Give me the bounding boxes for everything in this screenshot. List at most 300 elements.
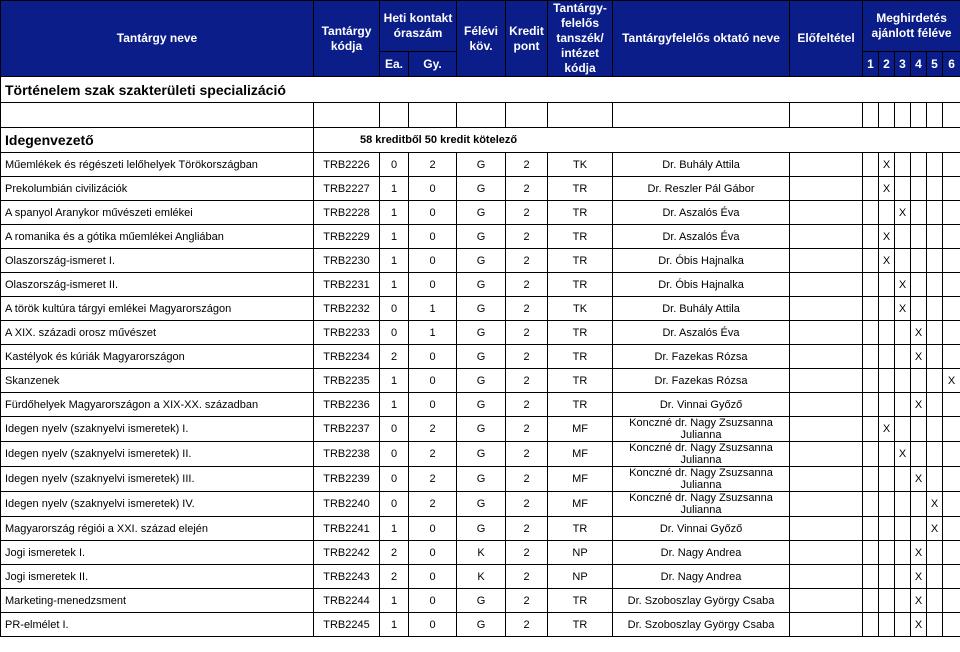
course-row <box>1 565 960 589</box>
course-row <box>1 369 960 393</box>
course-dept: TR <box>548 201 613 225</box>
course-sem-6: X <box>943 369 960 393</box>
course-code: TRB2236 <box>314 393 380 417</box>
course-sem-4 <box>911 201 927 225</box>
course-gy: 2 <box>409 467 457 492</box>
course-eval: G <box>457 225 506 249</box>
course-eval: K <box>457 565 506 589</box>
course-ea: 1 <box>380 177 409 201</box>
course-gy: 1 <box>409 321 457 345</box>
course-sem-6 <box>943 565 960 589</box>
course-sem-4 <box>911 249 927 273</box>
course-prereq <box>790 492 863 517</box>
course-name: Kastélyok és kúriák Magyarországon <box>1 345 314 369</box>
course-row <box>1 321 960 345</box>
course-gy: 1 <box>409 297 457 321</box>
course-gy: 0 <box>409 589 457 613</box>
course-name: Idegen nyelv (szaknyelvi ismeretek) II. <box>1 442 314 467</box>
course-sem-2: X <box>879 417 895 442</box>
course-row <box>1 153 960 177</box>
course-credit: 2 <box>506 541 548 565</box>
course-sem-5 <box>927 541 943 565</box>
course-sem-3: X <box>895 442 911 467</box>
course-sem-1 <box>863 442 879 467</box>
course-sem-2 <box>879 393 895 417</box>
course-eval: K <box>457 541 506 565</box>
course-sem-3 <box>895 369 911 393</box>
course-row <box>1 177 960 201</box>
course-prereq <box>790 297 863 321</box>
course-sem-3 <box>895 345 911 369</box>
course-instructor: Dr. Vinnai Győző <box>613 393 790 417</box>
course-sem-6 <box>943 467 960 492</box>
course-gy: 0 <box>409 225 457 249</box>
course-prereq <box>790 225 863 249</box>
course-name: A spanyol Aranykor művészeti emlékei <box>1 201 314 225</box>
course-code: TRB2233 <box>314 321 380 345</box>
course-sem-5 <box>927 393 943 417</box>
course-sem-1 <box>863 201 879 225</box>
course-dept: MF <box>548 467 613 492</box>
course-sem-5 <box>927 225 943 249</box>
course-prereq <box>790 369 863 393</box>
course-code: TRB2232 <box>314 297 380 321</box>
course-name: Jogi ismeretek I. <box>1 541 314 565</box>
course-sem-5 <box>927 417 943 442</box>
course-prereq <box>790 442 863 467</box>
module-credits-note: 58 kreditből 50 kredit kötelező <box>314 128 960 153</box>
course-credit: 2 <box>506 369 548 393</box>
course-dept: TK <box>548 153 613 177</box>
course-sem-2 <box>879 442 895 467</box>
course-sem-5 <box>927 153 943 177</box>
course-credit: 2 <box>506 321 548 345</box>
course-sem-4 <box>911 153 927 177</box>
course-prereq <box>790 613 863 637</box>
course-name: Idegen nyelv (szaknyelvi ismeretek) III. <box>1 467 314 492</box>
course-gy: 0 <box>409 249 457 273</box>
course-instructor: Dr. Aszalós Éva <box>613 201 790 225</box>
course-name: A romanika és a gótika műemlékei Angliában <box>1 225 314 249</box>
course-sem-6 <box>943 225 960 249</box>
course-sem-5 <box>927 201 943 225</box>
course-row <box>1 273 960 297</box>
course-name: Jogi ismeretek II. <box>1 565 314 589</box>
course-sem-4: X <box>911 589 927 613</box>
course-sem-3 <box>895 613 911 637</box>
course-sem-5 <box>927 321 943 345</box>
course-credit: 2 <box>506 613 548 637</box>
course-ea: 2 <box>380 541 409 565</box>
course-sem-3 <box>895 225 911 249</box>
course-sem-1 <box>863 467 879 492</box>
course-sem-1 <box>863 492 879 517</box>
header-sem-5: 5 <box>927 52 943 77</box>
course-dept: TR <box>548 393 613 417</box>
course-code: TRB2238 <box>314 442 380 467</box>
course-eval: G <box>457 273 506 297</box>
course-gy: 0 <box>409 613 457 637</box>
course-sem-2 <box>879 345 895 369</box>
course-code: TRB2227 <box>314 177 380 201</box>
course-dept: MF <box>548 442 613 467</box>
course-sem-1 <box>863 153 879 177</box>
course-name: Fürdőhelyek Magyarországon a XIX-XX. században <box>1 393 314 417</box>
course-code: TRB2231 <box>314 273 380 297</box>
course-instructor: Dr. Óbis Hajnalka <box>613 249 790 273</box>
course-ea: 0 <box>380 467 409 492</box>
course-code: TRB2245 <box>314 613 380 637</box>
course-sem-6 <box>943 345 960 369</box>
course-prereq <box>790 589 863 613</box>
header-credit: Kredit pont <box>506 1 548 77</box>
header-name: Tantárgy neve <box>1 1 314 77</box>
course-sem-1 <box>863 541 879 565</box>
course-instructor: Konczné dr. Nagy Zsuzsanna Julianna <box>613 417 790 442</box>
course-dept: TR <box>548 273 613 297</box>
course-sem-6 <box>943 541 960 565</box>
course-instructor: Konczné dr. Nagy Zsuzsanna Julianna <box>613 442 790 467</box>
header-recommended: Meghirdetés ajánlott féléve <box>863 1 960 52</box>
course-row <box>1 225 960 249</box>
course-row <box>1 417 960 442</box>
course-name: Idegen nyelv (szaknyelvi ismeretek) I. <box>1 417 314 442</box>
course-ea: 1 <box>380 393 409 417</box>
course-sem-4 <box>911 273 927 297</box>
course-dept: MF <box>548 417 613 442</box>
course-row <box>1 393 960 417</box>
course-code: TRB2241 <box>314 517 380 541</box>
course-credit: 2 <box>506 177 548 201</box>
course-sem-3 <box>895 417 911 442</box>
course-code: TRB2234 <box>314 345 380 369</box>
course-sem-6 <box>943 297 960 321</box>
course-credit: 2 <box>506 517 548 541</box>
course-row <box>1 589 960 613</box>
course-instructor: Dr. Nagy Andrea <box>613 541 790 565</box>
course-name: Marketing-menedzsment <box>1 589 314 613</box>
course-sem-5: X <box>927 492 943 517</box>
course-name: Olaszország-ismeret II. <box>1 273 314 297</box>
header-instructor: Tantárgyfelelős oktató neve <box>613 1 790 77</box>
course-sem-1 <box>863 225 879 249</box>
course-code: TRB2237 <box>314 417 380 442</box>
header-sem-3: 3 <box>895 52 911 77</box>
course-ea: 2 <box>380 345 409 369</box>
header-practice: Gy. <box>409 52 457 77</box>
course-eval: G <box>457 297 506 321</box>
course-sem-3: X <box>895 201 911 225</box>
course-eval: G <box>457 321 506 345</box>
course-credit: 2 <box>506 492 548 517</box>
course-sem-3: X <box>895 273 911 297</box>
course-sem-1 <box>863 345 879 369</box>
course-eval: G <box>457 442 506 467</box>
header-sem-6: 6 <box>943 52 960 77</box>
course-sem-6 <box>943 517 960 541</box>
course-prereq <box>790 201 863 225</box>
course-ea: 1 <box>380 369 409 393</box>
course-sem-6 <box>943 273 960 297</box>
course-sem-4 <box>911 177 927 201</box>
course-gy: 0 <box>409 565 457 589</box>
course-sem-3 <box>895 393 911 417</box>
course-ea: 0 <box>380 153 409 177</box>
course-gy: 0 <box>409 517 457 541</box>
course-gy: 2 <box>409 442 457 467</box>
course-gy: 2 <box>409 492 457 517</box>
course-prereq <box>790 177 863 201</box>
header-sem-4: 4 <box>911 52 927 77</box>
course-sem-3: X <box>895 297 911 321</box>
course-prereq <box>790 517 863 541</box>
course-sem-5 <box>927 589 943 613</box>
course-sem-2 <box>879 565 895 589</box>
course-gy: 0 <box>409 541 457 565</box>
course-code: TRB2244 <box>314 589 380 613</box>
course-code: TRB2235 <box>314 369 380 393</box>
specialization-title: Történelem szak szakterületi specializáció <box>1 77 960 103</box>
course-sem-1 <box>863 177 879 201</box>
course-sem-6 <box>943 321 960 345</box>
header-half: Félévi köv. <box>457 1 506 77</box>
course-code: TRB2226 <box>314 153 380 177</box>
course-credit: 2 <box>506 565 548 589</box>
course-eval: G <box>457 153 506 177</box>
course-instructor: Dr. Buhály Attila <box>613 297 790 321</box>
header-lecture: Ea. <box>380 52 409 77</box>
course-sem-2 <box>879 321 895 345</box>
course-sem-6 <box>943 201 960 225</box>
course-row <box>1 297 960 321</box>
course-sem-5 <box>927 177 943 201</box>
course-sem-1 <box>863 517 879 541</box>
course-sem-6 <box>943 249 960 273</box>
course-sem-1 <box>863 565 879 589</box>
course-sem-4: X <box>911 321 927 345</box>
course-credit: 2 <box>506 467 548 492</box>
course-dept: TR <box>548 345 613 369</box>
course-prereq <box>790 565 863 589</box>
course-row <box>1 467 960 492</box>
course-instructor: Dr. Fazekas Rózsa <box>613 345 790 369</box>
course-prereq <box>790 321 863 345</box>
course-ea: 0 <box>380 492 409 517</box>
course-sem-2 <box>879 369 895 393</box>
header-sem-2: 2 <box>879 52 895 77</box>
course-eval: G <box>457 177 506 201</box>
course-sem-3 <box>895 589 911 613</box>
course-gy: 2 <box>409 153 457 177</box>
course-credit: 2 <box>506 225 548 249</box>
course-sem-3 <box>895 541 911 565</box>
course-name: Olaszország-ismeret I. <box>1 249 314 273</box>
course-gy: 0 <box>409 177 457 201</box>
course-sem-4 <box>911 369 927 393</box>
course-sem-2 <box>879 297 895 321</box>
header-code: Tantárgy kódja <box>314 1 380 77</box>
course-instructor: Dr. Óbis Hajnalka <box>613 273 790 297</box>
course-name: A XIX. századi orosz művészet <box>1 321 314 345</box>
course-instructor: Dr. Szoboszlay György Csaba <box>613 589 790 613</box>
course-eval: G <box>457 467 506 492</box>
course-sem-4 <box>911 517 927 541</box>
course-sem-2 <box>879 613 895 637</box>
course-sem-2: X <box>879 177 895 201</box>
course-dept: TR <box>548 589 613 613</box>
course-sem-4: X <box>911 613 927 637</box>
module-title: Idegenvezető <box>1 128 314 153</box>
course-row <box>1 492 960 517</box>
course-ea: 1 <box>380 225 409 249</box>
course-sem-6 <box>943 177 960 201</box>
course-row <box>1 541 960 565</box>
course-code: TRB2229 <box>314 225 380 249</box>
course-ea: 1 <box>380 273 409 297</box>
course-code: TRB2242 <box>314 541 380 565</box>
course-sem-5 <box>927 442 943 467</box>
course-prereq <box>790 541 863 565</box>
course-eval: G <box>457 249 506 273</box>
course-gy: 0 <box>409 273 457 297</box>
course-sem-4: X <box>911 393 927 417</box>
course-sem-6 <box>943 492 960 517</box>
course-gy: 0 <box>409 369 457 393</box>
course-sem-2 <box>879 589 895 613</box>
course-ea: 1 <box>380 201 409 225</box>
course-eval: G <box>457 393 506 417</box>
course-code: TRB2239 <box>314 467 380 492</box>
course-prereq <box>790 153 863 177</box>
course-name: Idegen nyelv (szaknyelvi ismeretek) IV. <box>1 492 314 517</box>
course-eval: G <box>457 492 506 517</box>
course-sem-2: X <box>879 153 895 177</box>
course-sem-2: X <box>879 225 895 249</box>
course-sem-6 <box>943 613 960 637</box>
course-dept: TK <box>548 297 613 321</box>
table-header <box>1 1 960 77</box>
course-dept: NP <box>548 565 613 589</box>
course-name: Műemlékek és régészeti lelőhelyek Törökországban <box>1 153 314 177</box>
course-eval: G <box>457 517 506 541</box>
course-instructor: Konczné dr. Nagy Zsuzsanna Julianna <box>613 492 790 517</box>
header-prereq: Előfeltétel <box>790 1 863 77</box>
course-instructor: Dr. Nagy Andrea <box>613 565 790 589</box>
course-instructor: Dr. Szoboszlay György Csaba <box>613 613 790 637</box>
header-hours: Heti kontakt óraszám <box>380 1 457 52</box>
course-row <box>1 345 960 369</box>
course-credit: 2 <box>506 201 548 225</box>
course-gy: 2 <box>409 417 457 442</box>
course-sem-4 <box>911 417 927 442</box>
course-ea: 1 <box>380 589 409 613</box>
course-dept: TR <box>548 369 613 393</box>
course-code: TRB2230 <box>314 249 380 273</box>
course-sem-1 <box>863 589 879 613</box>
course-sem-5 <box>927 297 943 321</box>
spacer-row <box>1 103 960 128</box>
course-sem-5 <box>927 565 943 589</box>
course-sem-5 <box>927 345 943 369</box>
course-gy: 0 <box>409 393 457 417</box>
course-sem-3 <box>895 517 911 541</box>
course-row <box>1 517 960 541</box>
course-sem-4 <box>911 297 927 321</box>
course-row <box>1 613 960 637</box>
course-sem-5 <box>927 249 943 273</box>
course-credit: 2 <box>506 393 548 417</box>
course-eval: G <box>457 345 506 369</box>
course-sem-1 <box>863 297 879 321</box>
course-credit: 2 <box>506 345 548 369</box>
course-sem-5 <box>927 273 943 297</box>
module-row <box>1 128 960 153</box>
course-instructor: Dr. Fazekas Rózsa <box>613 369 790 393</box>
course-ea: 0 <box>380 297 409 321</box>
course-sem-3 <box>895 321 911 345</box>
course-eval: G <box>457 201 506 225</box>
header-dept: Tantárgy-felelős tanszék/ intézet kódja <box>548 1 613 77</box>
course-sem-4 <box>911 225 927 249</box>
course-sem-6 <box>943 442 960 467</box>
course-prereq <box>790 393 863 417</box>
course-eval: G <box>457 417 506 442</box>
course-instructor: Dr. Buhály Attila <box>613 153 790 177</box>
course-dept: TR <box>548 177 613 201</box>
course-prereq <box>790 249 863 273</box>
course-name: A török kultúra tárgyi emlékei Magyarországon <box>1 297 314 321</box>
specialization-row <box>1 77 960 103</box>
course-sem-4 <box>911 442 927 467</box>
course-credit: 2 <box>506 249 548 273</box>
course-prereq <box>790 467 863 492</box>
course-sem-2 <box>879 541 895 565</box>
course-sem-1 <box>863 417 879 442</box>
course-instructor: Konczné dr. Nagy Zsuzsanna Julianna <box>613 467 790 492</box>
course-sem-3 <box>895 565 911 589</box>
course-sem-5 <box>927 467 943 492</box>
course-sem-3 <box>895 177 911 201</box>
course-sem-1 <box>863 249 879 273</box>
course-instructor: Dr. Vinnai Győző <box>613 517 790 541</box>
course-name: Skanzenek <box>1 369 314 393</box>
course-eval: G <box>457 369 506 393</box>
course-sem-4: X <box>911 345 927 369</box>
course-name: PR-elmélet I. <box>1 613 314 637</box>
course-sem-4: X <box>911 467 927 492</box>
course-sem-2 <box>879 273 895 297</box>
course-dept: NP <box>548 541 613 565</box>
course-ea: 1 <box>380 613 409 637</box>
course-row <box>1 201 960 225</box>
course-sem-3 <box>895 249 911 273</box>
course-code: TRB2228 <box>314 201 380 225</box>
course-credit: 2 <box>506 589 548 613</box>
table-body <box>1 77 960 637</box>
course-instructor: Dr. Reszler Pál Gábor <box>613 177 790 201</box>
course-ea: 1 <box>380 517 409 541</box>
course-sem-3 <box>895 153 911 177</box>
course-ea: 0 <box>380 417 409 442</box>
course-sem-6 <box>943 393 960 417</box>
course-credit: 2 <box>506 442 548 467</box>
course-sem-2 <box>879 201 895 225</box>
course-instructor: Dr. Aszalós Éva <box>613 321 790 345</box>
course-sem-2: X <box>879 249 895 273</box>
course-row <box>1 249 960 273</box>
course-sem-5 <box>927 613 943 637</box>
course-prereq <box>790 273 863 297</box>
